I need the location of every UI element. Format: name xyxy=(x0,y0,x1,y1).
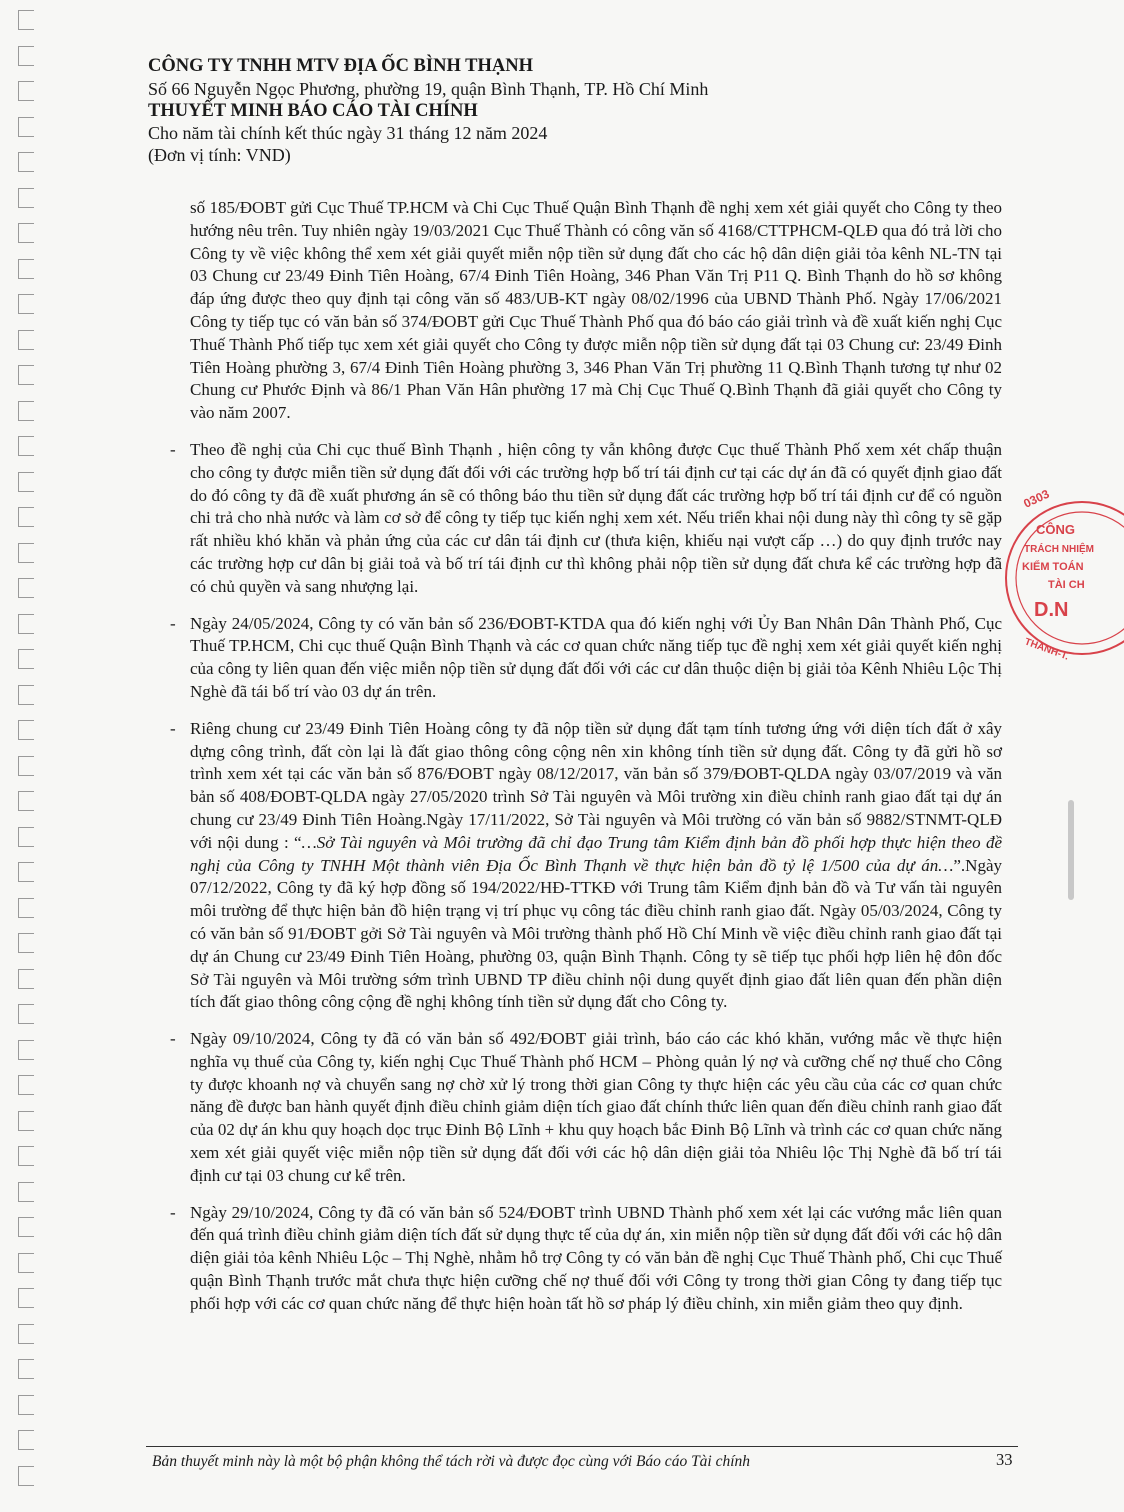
binding-hole xyxy=(18,1004,34,1024)
svg-text:THANH-T.: THANH-T. xyxy=(1022,636,1071,663)
binding-hole xyxy=(18,685,34,705)
footer-note: Bản thuyết minh này là một bộ phận không thể tách rời và được đọc cùng với Báo cáo Tài chính xyxy=(152,1453,751,1470)
binding-hole xyxy=(18,117,34,137)
bullet-marker: - xyxy=(170,1029,176,1049)
binding-hole xyxy=(18,152,34,172)
binding-hole xyxy=(18,1466,34,1486)
binding-hole xyxy=(18,1324,34,1344)
bullet-paragraph-5 xyxy=(170,1202,1002,1316)
svg-text:TÀI CH: TÀI CH xyxy=(1048,579,1085,591)
svg-text:D.N: D.N xyxy=(1034,599,1069,621)
paragraph-text: ”.Ngày 07/12/2022, Công ty đã ký hợp đồng số 194/2022/HĐ-TTKĐ với Trung tâm Kiểm định bản đồ và Tư vấn tài nguyên môi trường để thực hiện bản đồ hiện trạng vị trí phục vụ công tác điều chỉnh ranh giao đất. Ngày 05/03/2024, Công ty có văn bản số 91/ĐOBT gởi Sở Tài nguyên và Môi trường thành phố Hồ Chí Minh về việc điều chỉnh ranh giao đất tại dự án Chung cư 23/49 Đinh Tiên Hoàng, phường 03, quận Bình Thạnh. Công ty sẽ tiếp tục phối hợp liên hệ đôn đốc Sở Tài nguyên và Môi trường sớm trình UBND TP điều chỉnh nội dung quyết định giao đất liên quan đến phần diện tích đất giao thông công cộng đề nghị không tính tiền sử dụng đất cho Công ty. xyxy=(190,855,1002,1012)
binding-hole xyxy=(18,1182,34,1202)
binding-hole xyxy=(18,1253,34,1273)
bullet-paragraph-4 xyxy=(170,1028,1002,1188)
paragraph-text: Ngày 29/10/2024, Công ty đã có văn bản số 524/ĐOBT trình UBND Thành phố xem xét lại các vướng mắc liên quan đến quá trình điều chỉnh giảm diện tích đất sử dụng thực tế của dự án, xin miễn nộp tiền sử dụng đất đối với các hộ dân diện giải tỏa kênh Nhiêu Lộc – Thị Nghè, nhằm hỗ trợ Công ty có văn bản đề nghị Cục Thuế Thành phố, Chi cục Thuế quận Bình Thạnh trước mắt chưa thực hiện cưỡng chế nợ thuế đối với Công ty trong thời gian Công ty đang tiếp tục phối hợp với các cơ quan chức năng để thực hiện hoàn tất hồ sơ pháp lý điều chỉnh, xin miễn giảm theo quy định. xyxy=(190,1202,1002,1313)
binding-hole xyxy=(18,969,34,989)
binding-hole xyxy=(18,10,34,30)
company-address: Số 66 Nguyễn Ngọc Phương, phường 19, quận Bình Thạnh, TP. Hồ Chí Minh xyxy=(148,79,709,99)
binding-hole xyxy=(18,933,34,953)
document-body xyxy=(170,197,1002,1316)
report-title: THUYẾT MINH BÁO CÁO TÀI CHÍNH xyxy=(148,101,478,121)
binding-hole xyxy=(18,46,34,66)
bullet-marker: - xyxy=(170,718,176,738)
binding-hole xyxy=(18,436,34,456)
paragraph-text: Theo đề nghị của Chi cục thuế Bình Thạnh , hiện công ty vẫn không được Cục thuế Thành Phố xem xét chấp thuận cho công ty được miễn tiền sử dụng đất đối với các trường hợp bố trí tái định cư tại các dự án đã có quyết định giao đất do đó công ty đã đề xuất phương án sẽ có thông báo thu tiền sử dụng đất các trường hợp bố trí tái định cư để có nguồn chi trả cho nhà nước và làm cơ sở để công ty tiếp tục kiến nghị xem xét. Nếu triển khai nội dung này thì công ty sẽ gặp rất nhiều khó khăn và phản ứng của các cư dân tái định cư (thưa kiện, khiếu nại vượt cấp …) do quy định trước nay các trường hợp cư dân bị giải toả và bố trí tái định cư thì không phải nộp tiền sử dụng đất chưa kể các trường hợp đã có chủ quyền và sang nhượng lại. xyxy=(190,439,1002,596)
company-name: CÔNG TY TNHH MTV ĐỊA ỐC BÌNH THẠNH xyxy=(148,56,533,76)
binding-hole xyxy=(18,507,34,527)
paragraph-text: Ngày 24/05/2024, Công ty có văn bản số 236/ĐOBT-KTDA qua đó kiến nghị với Ủy Ban Nhân Dân Thành Phố, Cục Thuế TP.HCM, Chi cục thuế Quận Bình Thạnh và các cơ quan chức năng tiếp tục đề nghị xem xét giải quyết kiến nghị của công ty liên quan đến việc miễn nộp tiền sử dụng đất đối với các cư dân thuộc diện bị giải tỏa Kênh Nhiêu Lộc Thị Nghè đã tái bố trí vào 03 dự án trên. xyxy=(190,613,1002,701)
paragraph-text: Ngày 09/10/2024, Công ty đã có văn bản số 492/ĐOBT giải trình, báo cáo các khó khăn, vướng mắc về thực hiện nghĩa vụ thuế của Công ty, kiến nghị Cục Thuế Thành phố HCM – Phòng quản lý nợ và cưỡng chế nợ thuế cho Công ty được khoanh nợ và chuyển sang nợ chờ xử lý trong thời gian Công ty thực hiện các yêu cầu của các cơ quan chức năng đề được ban hành quyết định điều chỉnh giảm diện tích giao đất chính thức liên quan đến điều chỉnh ranh giao đất của 02 dự án khu quy hoạch dọc trục Đinh Bộ Lĩnh + khu quy hoạch bắc Đinh Bộ Lĩnh và trình các cơ quan chức năng xem xét giải quyết việc miễn nộp tiền sử dụng đất đối với các hộ dân diện giải tỏa Nhiêu lộc Thị Nghè đã bố trí tái định cư tại 03 chung cư kể trên. xyxy=(190,1029,1002,1185)
binding-hole xyxy=(18,756,34,776)
bullet-paragraph-3 xyxy=(170,718,1002,1014)
binding-hole xyxy=(18,1395,34,1415)
binding-hole xyxy=(18,1288,34,1308)
binding-hole xyxy=(18,81,34,101)
svg-text:TRÁCH NHIỆM: TRÁCH NHIỆM xyxy=(1024,544,1094,555)
paragraph-text: Riêng chung cư 23/49 Đinh Tiên Hoàng công ty đã nộp tiền sử dụng đất tạm tính tương ứng với diện tích đất ở xây dựng công trình, đất còn lại là đất giao thông công cộng nên xin không tính tiền sử dụng đất. Công ty đã gửi hồ sơ trình xem xét tại các văn bản số 876/ĐOBT ngày 08/12/2017, văn bản số 379/ĐOBT-QLDA ngày 03/07/2019 và văn bản số 408/ĐOBT-QLDA ngày 27/05/2020 trình Sở Tài nguyên và Môi trường xin điều chỉnh ranh giao đất tại dự án chung cư 23/49 Đinh Tiên Hoàng.Ngày 17/11/2022, Sở Tài nguyên và Môi trường có văn bản số 9882/STNMT-QLĐ với nội dung : “ xyxy=(190,718,1002,852)
binding-hole xyxy=(18,720,34,740)
bullet-marker: - xyxy=(170,439,176,459)
svg-text:0303: 0303 xyxy=(1021,486,1052,511)
binding-hole xyxy=(18,1146,34,1166)
binding-hole xyxy=(18,294,34,314)
binding-hole xyxy=(18,188,34,208)
binding-hole xyxy=(18,1359,34,1379)
binding-hole xyxy=(18,827,34,847)
currency-unit: (Đơn vị tính: VND) xyxy=(148,145,291,165)
binding-hole xyxy=(18,614,34,634)
document-header xyxy=(148,54,1008,166)
binding-hole xyxy=(18,1040,34,1060)
binding-hole xyxy=(18,791,34,811)
binding-hole xyxy=(18,365,34,385)
bullet-marker: - xyxy=(170,1202,176,1222)
binding-hole xyxy=(18,578,34,598)
scrollbar-thumb[interactable] xyxy=(1068,800,1074,900)
binding-hole xyxy=(18,1217,34,1237)
binding-hole xyxy=(18,543,34,563)
red-seal-stamp xyxy=(1004,478,1124,678)
intro-paragraph: số 185/ĐOBT gửi Cục Thuế TP.HCM và Chi Cục Thuế Quận Bình Thạnh đề nghị xem xét giải quyết cho Công ty theo hướng nêu trên. Tuy nhiên ngày 19/03/2021 Cục Thuế Thành có công văn số 4168/CTTPHCM-QLĐ qua đó trả lời cho Công ty về việc không thể xem xét giải quyết miễn nộp tiền sử dụng đất cho các hộ dân diện giải tỏa kênh NL-TN tại 03 Chung cư 23/49 Đinh Tiên Hoàng, 67/4 Đinh Tiên Hoàng, 346 Phan Văn Trị P11 Q. Bình Thạnh do hồ sơ không đáp ứng được theo quy định tại công văn số 483/UB-KT ngày 08/02/1996 của UBND Thành Phố. Ngày 17/06/2021 Công ty tiếp tục có văn bản số 374/ĐOBT gửi Cục Thuế Thành Phố qua đó báo cáo giải trình và đề xuất kiến nghị Cục Thuế Thành Phố tiếp tục xem xét giải quyết cho Công ty được miễn nộp tiền sử dụng đất tại 03 Chung cư: 23/49 Đinh Tiên Hoàng phường 3, 67/4 Đinh Tiên Hoàng phường 3, 346 Phan Văn Trị phường 11 Q.Bình Thạnh tương tự như 02 Chung cư Phước Định và 86/1 Phan Văn Hân phường 17 mà Chị Cục Thuế Q.Bình Thạnh đã giải quyết cho Công ty vào năm 2007. xyxy=(190,198,1002,423)
footer-divider xyxy=(146,1446,1018,1447)
binding-hole xyxy=(18,1075,34,1095)
binding-hole xyxy=(18,401,34,421)
binding-hole xyxy=(18,1111,34,1131)
svg-text:CÔNG: CÔNG xyxy=(1036,522,1075,537)
binding-hole xyxy=(18,330,34,350)
bullet-paragraph-2 xyxy=(170,613,1002,704)
binding-hole xyxy=(18,862,34,882)
binding-holes xyxy=(0,0,44,1512)
report-period: Cho năm tài chính kết thúc ngày 31 tháng 12 năm 2024 xyxy=(148,123,548,143)
svg-text:KIỂM TOÁN: KIỂM TOÁN xyxy=(1022,561,1084,573)
binding-hole xyxy=(18,898,34,918)
binding-hole xyxy=(18,259,34,279)
page-number: 33 xyxy=(996,1450,1013,1469)
binding-hole xyxy=(18,223,34,243)
bullet-paragraph-1 xyxy=(170,439,1002,599)
bullet-marker: - xyxy=(170,613,176,633)
quoted-text: …Sở Tài nguyên và Môi trường đã chỉ đạo Trung tâm Kiểm định bản đồ phối hợp thực hiện theo đề nghị của Công ty TNHH Một thành viên Địa Ốc Bình Thạnh về thực hiện bản đồ tỷ lệ 1/500 của dự án… xyxy=(190,832,1002,875)
binding-hole xyxy=(18,472,34,492)
binding-hole xyxy=(18,1430,34,1450)
binding-hole xyxy=(18,649,34,669)
